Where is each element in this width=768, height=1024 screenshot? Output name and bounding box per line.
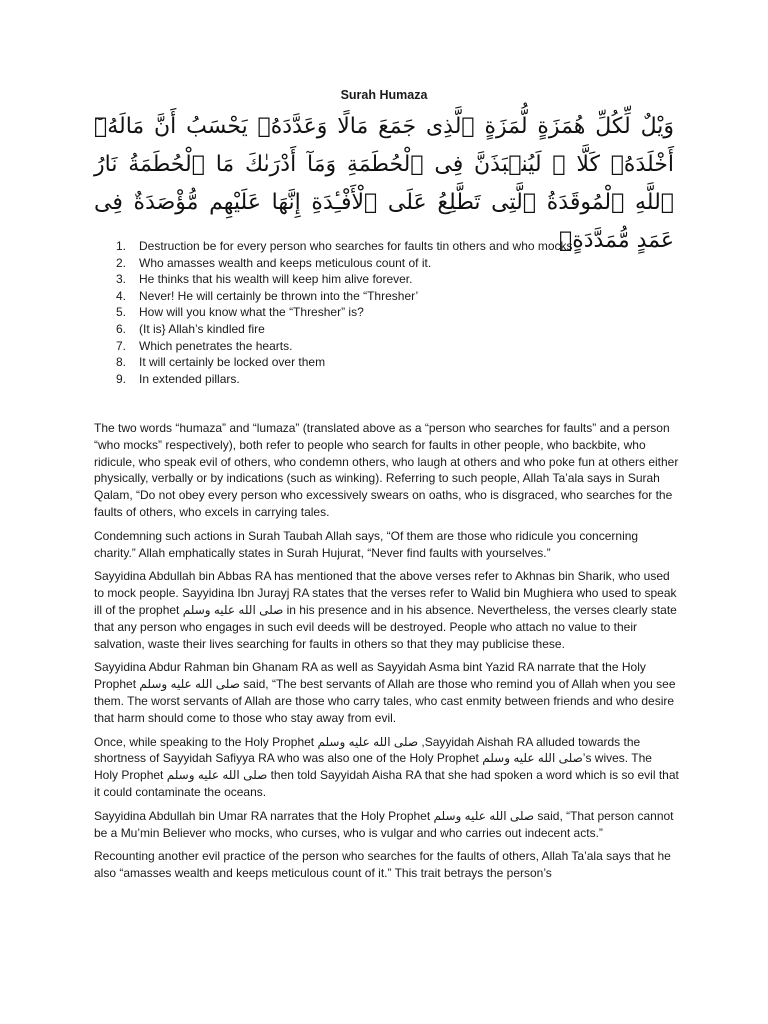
verse-text: Which penetrates the hearts.	[139, 338, 293, 353]
verse-number: 5.	[116, 305, 127, 320]
list-item	[94, 271, 674, 288]
paragraph: Sayyidina Abdullah bin Abbas RA has mentioned that the above verses refer to Akhnas bin Sharik, who used to mock people. Sayyidina Ibn Jurayj RA states that the verses refer to Walid bin Mughiera who used to speak ill of the prophet صلى الله عليه وسلم in his presence and in his absence. Nevertheless, the verses clearly state that any person who engages in such evil deeds will be destroyed. People who attach no value to their salvation, waste their lives searching for faults in others so that they may publicise these.	[94, 569, 677, 651]
list-item	[94, 304, 674, 321]
arabic-verse-text: وَيْلٌ لِّكُلِّ هُمَزَةٍ لُّمَزَةٍ ٱلَّذِى جَمَعَ مَالًا وَعَدَّدَهُۥ يَحْسَبُ أَنَّ مَالَهُۥٓ أَخْلَدَهُۥ كَلَّا ۖ لَيُنۢبَذَنَّ فِى ٱلْحُطَمَةِ وَمَآ أَدْرَىٰكَ مَا ٱلْحُطَمَةُ نَارُ ٱللَّهِ ٱلْمُوقَدَةُ ٱلَّتِى تَطَّلِعُ عَلَى ٱلْأَفْـِٔدَةِ إِنَّهَا عَلَيْهِم مُّؤْصَدَةٌ فِى عَمَدٍ مُّمَدَّدَةٍۭ	[94, 114, 674, 253]
list-item	[94, 255, 674, 272]
paragraph: Sayyidina Abdullah bin Umar RA narrates that the Holy Prophet صلى الله عليه وسلم said, “That person cannot be a Mu’min Believer who mocks, who curses, who is vulgar and who carries out indecent acts.”	[94, 808, 674, 840]
commentary-body	[94, 420, 679, 889]
verse-text: He thinks that his wealth will keep him alive forever.	[139, 272, 413, 287]
verse-number: 6.	[116, 321, 127, 336]
list-item	[94, 338, 674, 355]
verse-text: Never! He will certainly be thrown into the “Thresher’	[139, 288, 419, 303]
paragraph: Condemning such actions in Surah Taubah Allah says, “Of them are those who ridicule you concerning charity.” Allah emphatically states in Surah Hujurat, “Never find faults with yourselves.”	[94, 528, 639, 560]
list-item	[94, 288, 674, 305]
verse-number: 8.	[116, 355, 127, 370]
paragraph: Once, while speaking to the Holy Prophet صلى الله عليه وسلم ,Sayyidah Aishah RA alluded towards the shortness of Sayyidah Safiyya RA who was also one of the Holy Prophet صلى الله عليه وسلم’s wives. The Holy Prophet صلى الله عليه وسلم then told Sayyidah Aisha RA that she had spoken a word which is so evil that it could contaminate the oceans.	[94, 734, 679, 799]
paragraph: The two words “humaza” and “lumaza” (translated above as a “person who searches for faults” and a person “who mocks” respectively), both refer to people who search for faults in other people, who backbite, who ridicule, who speak evil of others, who condemn others, who laugh at others and who poke fun at others either physically, verbally or by indications (such as winking). Referring to such people, Allah Ta’ala says in Surah Qalam, “Do not obey every person who excessively swears on oaths, who is disgraced, who searches for the faults of others, who excels in carrying tales.	[94, 421, 679, 519]
list-item	[94, 354, 674, 371]
paragraph: Sayyidina Abdur Rahman bin Ghanam RA as well as Sayyidah Asma bint Yazid RA narrate that the Holy Prophet صلى الله عليه وسلم said, “The best servants of Allah are those who remind you of Allah when you see them. The worst servants of Allah are those who carry tales, who cast enmity between friends and who desire that harm should come to those who stay away from evil.	[94, 660, 676, 725]
verse-number: 7.	[116, 338, 127, 353]
verse-number: 9.	[116, 371, 127, 386]
paragraph: Recounting another evil practice of the person who searches for the faults of others, Allah Ta’ala says that he also “amasses wealth and keeps meticulous count of it.” This trait betrays the person’s	[94, 849, 671, 881]
verse-number: 2.	[116, 255, 127, 270]
verse-translation-list	[94, 238, 674, 387]
page-title: Surah Humaza	[340, 88, 428, 102]
verse-text: How will you know what the “Thresher” is?	[139, 305, 364, 320]
list-item	[94, 321, 674, 338]
verse-number: 3.	[116, 272, 127, 287]
verse-number: 4.	[116, 288, 127, 303]
verse-number: 1.	[116, 239, 127, 253]
verse-text: In extended pillars.	[139, 371, 240, 386]
list-item	[94, 371, 674, 388]
list-item	[94, 238, 674, 255]
verse-text: (It is} Allah’s kindled fire	[139, 321, 265, 336]
verse-text: It will certainly be locked over them	[139, 355, 326, 370]
verse-text: Destruction be for every person who searches for faults tin others and who mocks	[139, 239, 573, 253]
verse-text: Who amasses wealth and keeps meticulous count of it.	[139, 255, 432, 270]
